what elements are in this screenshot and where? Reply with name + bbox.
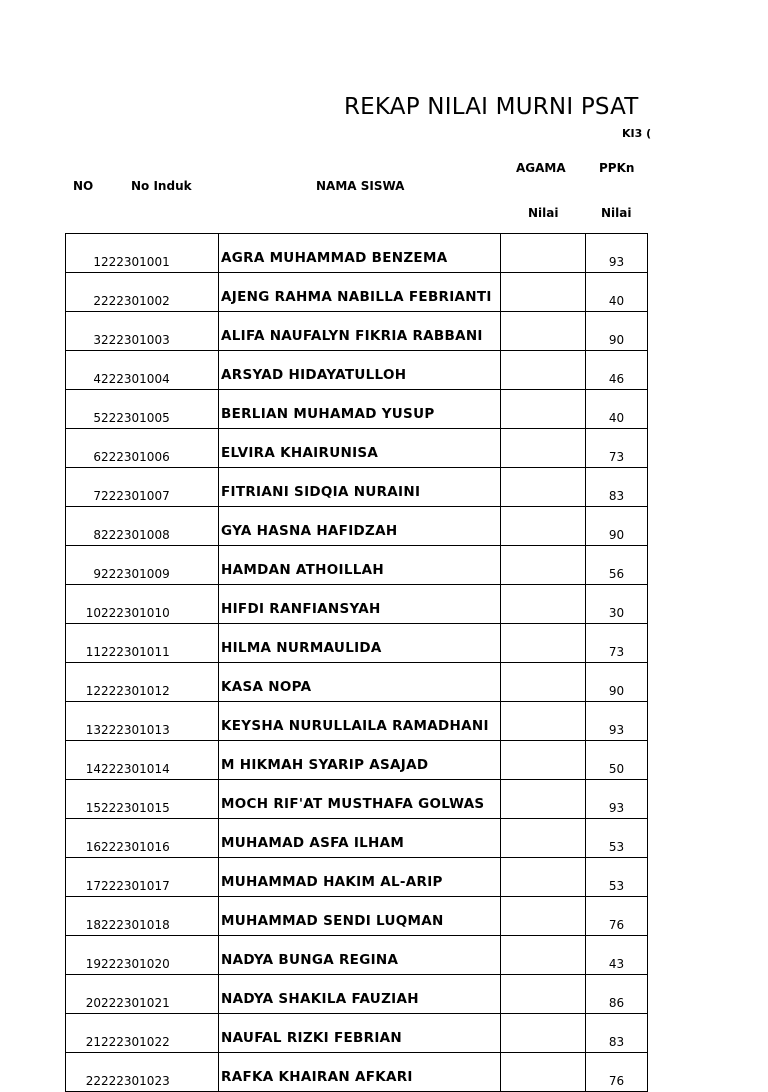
row-number-cell: 20 xyxy=(66,975,102,1014)
header-no-induk: No Induk xyxy=(131,179,192,193)
agama-score-cell xyxy=(501,780,586,819)
agama-score-cell xyxy=(501,351,586,390)
agama-score-cell xyxy=(501,663,586,702)
agama-score-cell xyxy=(501,312,586,351)
table-row xyxy=(66,273,648,312)
agama-score-cell xyxy=(501,390,586,429)
student-name-cell: MUHAMMAD HAKIM AL-ARIP xyxy=(219,858,501,897)
ppkn-score-cell: 76 xyxy=(586,897,648,936)
student-name-cell: BERLIAN MUHAMAD YUSUP xyxy=(219,390,501,429)
document-title: REKAP NILAI MURNI PSAT xyxy=(344,94,639,120)
ppkn-score-cell: 40 xyxy=(586,273,648,312)
ppkn-score-cell: 93 xyxy=(586,234,648,273)
row-number-cell: 8 xyxy=(66,507,102,546)
agama-score-cell xyxy=(501,624,586,663)
ppkn-score-cell: 53 xyxy=(586,819,648,858)
row-number-cell: 14 xyxy=(66,741,102,780)
row-number-cell: 6 xyxy=(66,429,102,468)
student-id-cell: 222301002 xyxy=(101,273,219,312)
student-name-cell: AJENG RAHMA NABILLA FEBRIANTI xyxy=(219,273,501,312)
subtitle-ki3: KI3 ( xyxy=(622,127,652,140)
table-row xyxy=(66,936,648,975)
row-number-cell: 2 xyxy=(66,273,102,312)
student-id-cell: 222301016 xyxy=(101,819,219,858)
student-id-cell: 222301010 xyxy=(101,585,219,624)
student-name-cell: GYA HASNA HAFIDZAH xyxy=(219,507,501,546)
student-name-cell: KEYSHA NURULLAILA RAMADHANI xyxy=(219,702,501,741)
row-number-cell: 11 xyxy=(66,624,102,663)
table-row xyxy=(66,819,648,858)
ppkn-score-cell: 40 xyxy=(586,390,648,429)
table-row xyxy=(66,780,648,819)
student-id-cell: 222301015 xyxy=(101,780,219,819)
student-name-cell: FITRIANI SIDQIA NURAINI xyxy=(219,468,501,507)
student-name-cell: NADYA BUNGA REGINA xyxy=(219,936,501,975)
student-id-cell: 222301017 xyxy=(101,858,219,897)
student-id-cell: 222301005 xyxy=(101,390,219,429)
student-id-cell: 222301007 xyxy=(101,468,219,507)
agama-score-cell xyxy=(501,468,586,507)
agama-score-cell xyxy=(501,546,586,585)
header-agama: AGAMA xyxy=(516,161,566,175)
row-number-cell: 18 xyxy=(66,897,102,936)
row-number-cell: 19 xyxy=(66,936,102,975)
row-number-cell: 9 xyxy=(66,546,102,585)
student-id-cell: 222301018 xyxy=(101,897,219,936)
table-row xyxy=(66,741,648,780)
row-number-cell: 16 xyxy=(66,819,102,858)
header-ppkn-nilai: Nilai xyxy=(601,206,632,220)
student-name-cell: MUHAMMAD SENDI LUQMAN xyxy=(219,897,501,936)
ppkn-score-cell: 83 xyxy=(586,1014,648,1053)
student-id-cell: 222301023 xyxy=(101,1053,219,1092)
row-number-cell: 4 xyxy=(66,351,102,390)
student-id-cell: 222301009 xyxy=(101,546,219,585)
student-id-cell: 222301004 xyxy=(101,351,219,390)
ppkn-score-cell: 73 xyxy=(586,624,648,663)
table-row xyxy=(66,390,648,429)
student-id-cell: 222301003 xyxy=(101,312,219,351)
student-name-cell: ALIFA NAUFALYN FIKRIA RABBANI xyxy=(219,312,501,351)
table-row xyxy=(66,429,648,468)
row-number-cell: 17 xyxy=(66,858,102,897)
student-id-cell: 222301008 xyxy=(101,507,219,546)
table-row xyxy=(66,975,648,1014)
row-number-cell: 13 xyxy=(66,702,102,741)
table-row xyxy=(66,624,648,663)
ppkn-score-cell: 46 xyxy=(586,351,648,390)
ppkn-score-cell: 90 xyxy=(586,507,648,546)
table-row xyxy=(66,1053,648,1092)
student-id-cell: 222301013 xyxy=(101,702,219,741)
row-number-cell: 12 xyxy=(66,663,102,702)
ppkn-score-cell: 53 xyxy=(586,858,648,897)
table-row xyxy=(66,312,648,351)
table-row xyxy=(66,351,648,390)
student-id-cell: 222301006 xyxy=(101,429,219,468)
table-row xyxy=(66,897,648,936)
student-name-cell: KASA NOPA xyxy=(219,663,501,702)
ppkn-score-cell: 43 xyxy=(586,936,648,975)
agama-score-cell xyxy=(501,1014,586,1053)
student-name-cell: HILMA NURMAULIDA xyxy=(219,624,501,663)
student-name-cell: MUHAMAD ASFA ILHAM xyxy=(219,819,501,858)
agama-score-cell xyxy=(501,897,586,936)
ppkn-score-cell: 50 xyxy=(586,741,648,780)
ppkn-score-cell: 56 xyxy=(586,546,648,585)
table-body xyxy=(66,234,648,1092)
header-no: NO xyxy=(73,179,94,193)
agama-score-cell xyxy=(501,702,586,741)
student-id-cell: 222301012 xyxy=(101,663,219,702)
ppkn-score-cell: 76 xyxy=(586,1053,648,1092)
student-name-cell: AGRA MUHAMMAD BENZEMA xyxy=(219,234,501,273)
table-row xyxy=(66,507,648,546)
table-row xyxy=(66,546,648,585)
agama-score-cell xyxy=(501,507,586,546)
agama-score-cell xyxy=(501,1053,586,1092)
student-id-cell: 222301022 xyxy=(101,1014,219,1053)
student-name-cell: NADYA SHAKILA FAUZIAH xyxy=(219,975,501,1014)
agama-score-cell xyxy=(501,429,586,468)
ppkn-score-cell: 30 xyxy=(586,585,648,624)
table-row xyxy=(66,585,648,624)
table-row xyxy=(66,468,648,507)
agama-score-cell xyxy=(501,585,586,624)
agama-score-cell xyxy=(501,819,586,858)
row-number-cell: 10 xyxy=(66,585,102,624)
header-ppkn: PPKn xyxy=(599,161,635,175)
row-number-cell: 1 xyxy=(66,234,102,273)
table-row xyxy=(66,1014,648,1053)
row-number-cell: 15 xyxy=(66,780,102,819)
ppkn-score-cell: 93 xyxy=(586,780,648,819)
agama-score-cell xyxy=(501,273,586,312)
agama-score-cell xyxy=(501,741,586,780)
student-name-cell: ARSYAD HIDAYATULLOH xyxy=(219,351,501,390)
row-number-cell: 5 xyxy=(66,390,102,429)
agama-score-cell xyxy=(501,234,586,273)
student-name-cell: HIFDI RANFIANSYAH xyxy=(219,585,501,624)
student-id-cell: 222301020 xyxy=(101,936,219,975)
row-number-cell: 21 xyxy=(66,1014,102,1053)
ppkn-score-cell: 83 xyxy=(586,468,648,507)
student-name-cell: MOCH RIF'AT MUSTHAFA GOLWAS xyxy=(219,780,501,819)
ppkn-score-cell: 86 xyxy=(586,975,648,1014)
table-row xyxy=(66,663,648,702)
agama-score-cell xyxy=(501,975,586,1014)
agama-score-cell xyxy=(501,858,586,897)
student-name-cell: M HIKMAH SYARIP ASAJAD xyxy=(219,741,501,780)
student-id-cell: 222301014 xyxy=(101,741,219,780)
row-number-cell: 7 xyxy=(66,468,102,507)
ppkn-score-cell: 90 xyxy=(586,663,648,702)
student-grades-table xyxy=(65,233,648,1092)
student-id-cell: 222301021 xyxy=(101,975,219,1014)
student-id-cell: 222301001 xyxy=(101,234,219,273)
student-name-cell: NAUFAL RIZKI FEBRIAN xyxy=(219,1014,501,1053)
table-row xyxy=(66,702,648,741)
header-agama-nilai: Nilai xyxy=(528,206,559,220)
ppkn-score-cell: 93 xyxy=(586,702,648,741)
student-id-cell: 222301011 xyxy=(101,624,219,663)
student-name-cell: ELVIRA KHAIRUNISA xyxy=(219,429,501,468)
row-number-cell: 22 xyxy=(66,1053,102,1092)
ppkn-score-cell: 73 xyxy=(586,429,648,468)
row-number-cell: 3 xyxy=(66,312,102,351)
student-name-cell: RAFKA KHAIRAN AFKARI xyxy=(219,1053,501,1092)
student-name-cell: HAMDAN ATHOILLAH xyxy=(219,546,501,585)
header-nama-siswa: NAMA SISWA xyxy=(316,179,405,193)
ppkn-score-cell: 90 xyxy=(586,312,648,351)
table-row xyxy=(66,858,648,897)
agama-score-cell xyxy=(501,936,586,975)
table-row xyxy=(66,234,648,273)
